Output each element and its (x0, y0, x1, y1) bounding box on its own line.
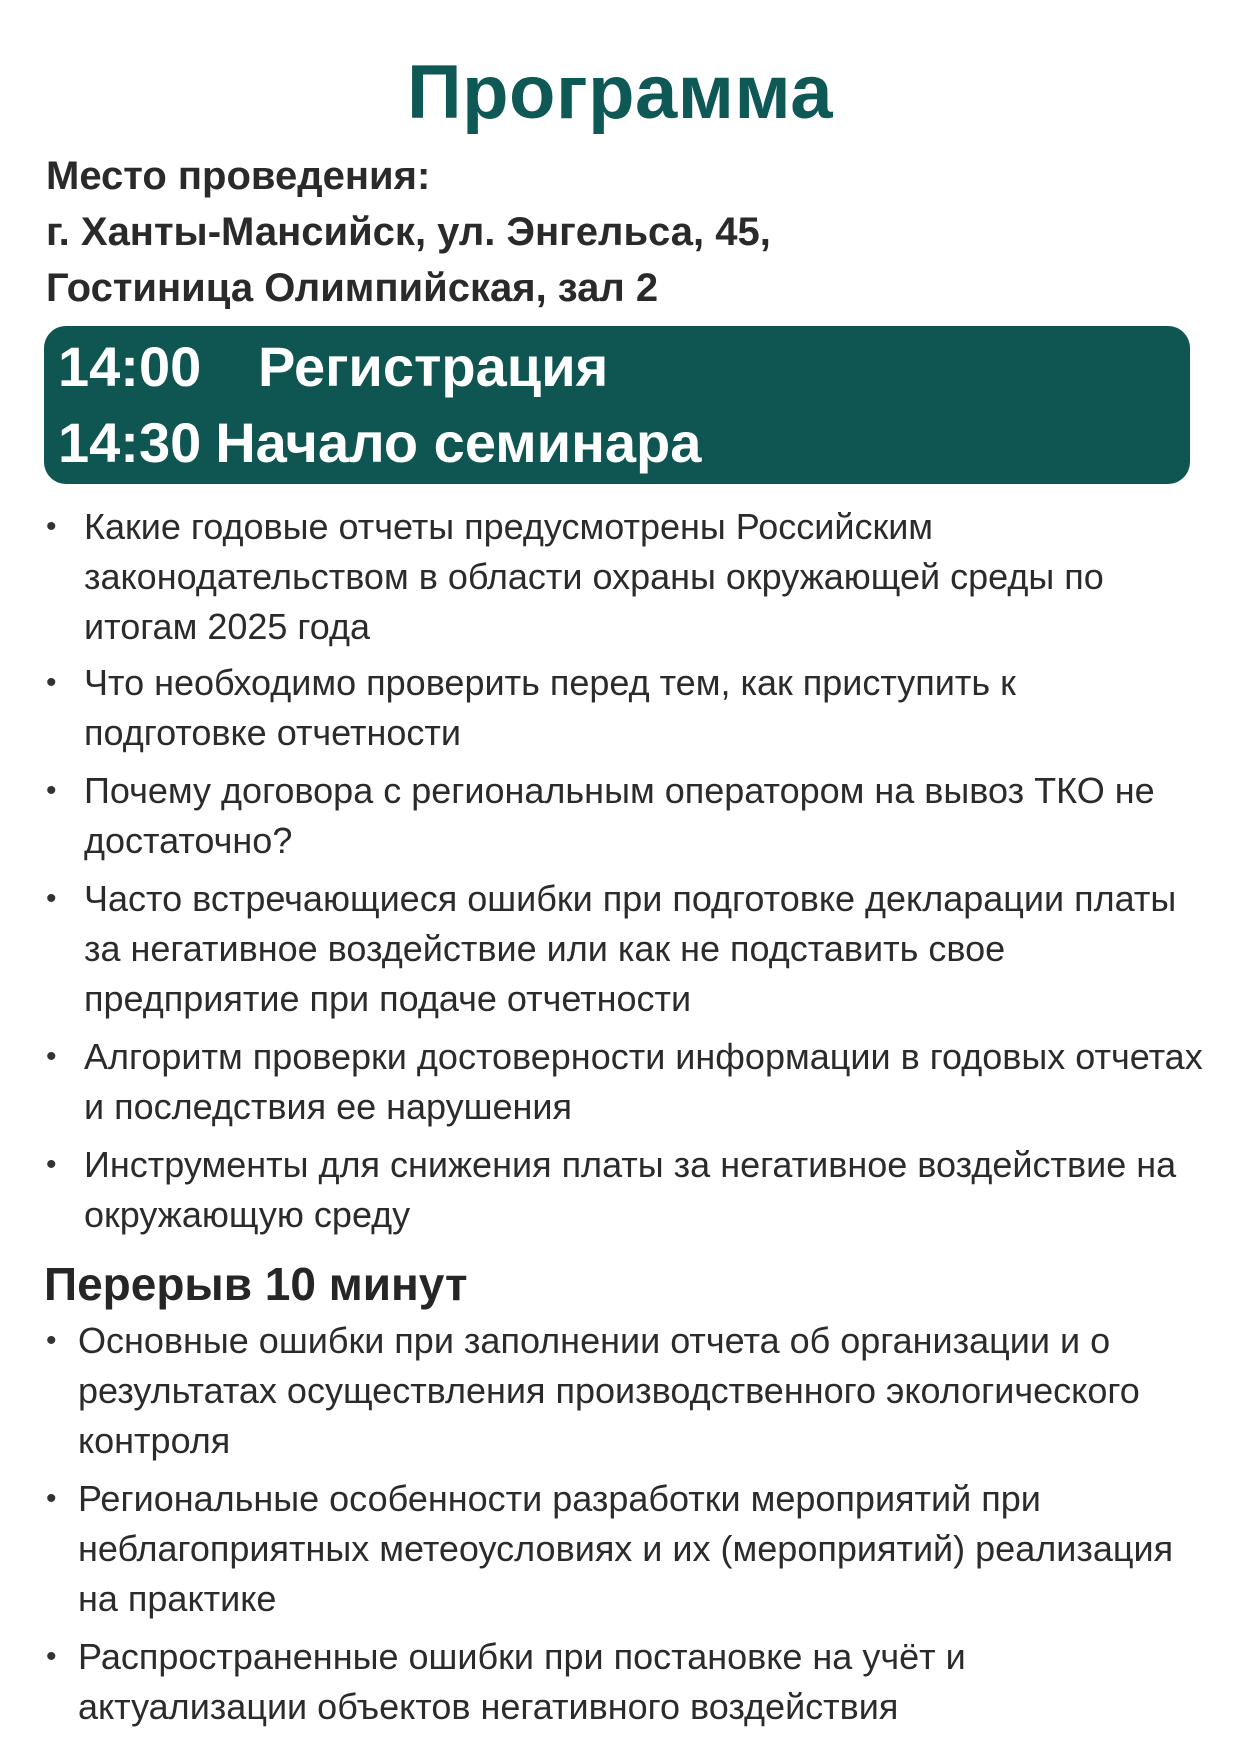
bullet-icon: • (46, 774, 57, 807)
list-item-text: Часто встречающиеся ошибки при подготовке декларации платы за негативное воздействие или как не подставить свое предприятие при подаче отчетности (84, 878, 1177, 1019)
list-item-text: Основные ошибки при заполнении отчета об организации и о результатах осуществления производственного экологического контроля (78, 1320, 1140, 1461)
list-item-text: Почему договора с региональным оператором на вывоз ТКО не достаточно? (84, 770, 1155, 861)
schedule-time: 14:00 (58, 335, 202, 398)
bullet-icon: • (46, 1148, 57, 1181)
page-title: Программа (406, 50, 834, 135)
break-heading: Перерыв 10 минут (44, 1258, 468, 1310)
bullet-icon: • (46, 510, 57, 543)
schedule-banner (44, 326, 1190, 484)
venue-block (46, 148, 1186, 316)
list-item-text: Какие годовые отчеты предусмотрены Российским законодательством в области охраны окружающей среды по итогам 2025 года (84, 506, 1104, 647)
list-item-text: Что необходимо проверить перед тем, как приступить к подготовке отчетности (84, 662, 1016, 753)
bullet-icon: • (46, 1640, 57, 1673)
schedule-row-start (58, 408, 701, 478)
list-item-text: Алгоритм проверки достоверности информации в годовых отчетах и последствия ее нарушения (84, 1036, 1203, 1127)
list-item-text: Инструменты для снижения платы за негативное воздействие на окружающую среду (84, 1144, 1177, 1235)
bullet-icon: • (46, 1040, 57, 1073)
schedule-event: Регистрация (258, 335, 609, 398)
venue-address: г. Ханты-Мансийск, ул. Энгельса, 45, (46, 210, 771, 254)
schedule-time: 14:30 (58, 411, 202, 474)
bullet-icon: • (46, 666, 57, 699)
bullet-icon: • (46, 1482, 57, 1515)
bullet-icon: • (46, 882, 57, 915)
venue-label: Место проведения: (46, 154, 431, 198)
schedule-event: Начало семинара (215, 411, 702, 474)
schedule-row-registration (58, 332, 608, 402)
list-item-text: Региональные особенности разработки мероприятий при неблагоприятных метеоусловиях и их (мероприятий) реализация на практике (78, 1478, 1174, 1619)
list-item-text: Распространенные ошибки при постановке на учёт и актуализации объектов негативного воздействия (78, 1636, 966, 1727)
venue-hall: Гостиница Олимпийская, зал 2 (46, 266, 659, 310)
bullet-icon: • (46, 1324, 57, 1357)
